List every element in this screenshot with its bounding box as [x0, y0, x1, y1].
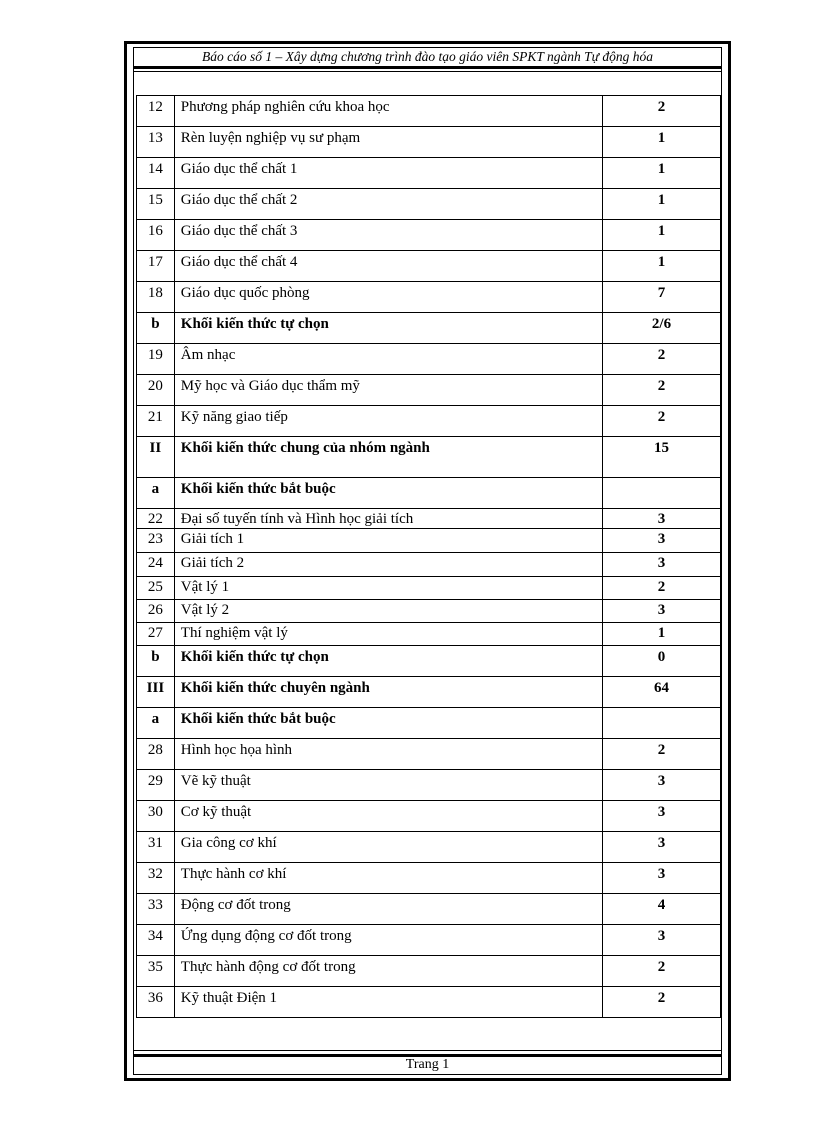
- table-row: [137, 437, 721, 478]
- row-number: 14: [137, 158, 175, 189]
- course-name: Khối kiến thức tự chọn: [174, 646, 602, 677]
- course-name: Giáo dục thể chất 3: [174, 220, 602, 251]
- row-number: 34: [137, 925, 175, 956]
- row-number: 27: [137, 623, 175, 646]
- credit-count: 2: [602, 956, 720, 987]
- credit-count: 2: [602, 739, 720, 770]
- row-number: b: [137, 313, 175, 344]
- row-number: 30: [137, 801, 175, 832]
- course-name: Khối kiến thức bắt buộc: [174, 708, 602, 739]
- table-row: [137, 344, 721, 375]
- table-row: [137, 677, 721, 708]
- credit-count: 2: [602, 344, 720, 375]
- course-name: Kỹ thuật Điện 1: [174, 987, 602, 1018]
- row-number: 33: [137, 894, 175, 925]
- table-row: [137, 220, 721, 251]
- credit-count: 3: [602, 529, 720, 553]
- header-rule-thick: [133, 66, 722, 69]
- course-name: Gia công cơ khí: [174, 832, 602, 863]
- row-number: 19: [137, 344, 175, 375]
- credit-count: 3: [602, 801, 720, 832]
- header-rule-thin: [133, 71, 722, 72]
- course-name: Đại số tuyến tính và Hình học giải tích: [174, 509, 602, 529]
- table-row: [137, 623, 721, 646]
- credit-count: 0: [602, 646, 720, 677]
- table-row: [137, 987, 721, 1018]
- course-name: Giải tích 2: [174, 553, 602, 577]
- credit-count: 1: [602, 127, 720, 158]
- credit-count: [602, 708, 720, 739]
- course-name: Kỹ năng giao tiếp: [174, 406, 602, 437]
- table-row: [137, 127, 721, 158]
- row-number: 18: [137, 282, 175, 313]
- credit-count: 2: [602, 96, 720, 127]
- course-name: Vật lý 1: [174, 577, 602, 600]
- table-row: [137, 375, 721, 406]
- table-row: [137, 282, 721, 313]
- row-number: 13: [137, 127, 175, 158]
- course-name: Giáo dục thể chất 2: [174, 189, 602, 220]
- course-name: Vẽ kỹ thuật: [174, 770, 602, 801]
- row-number: a: [137, 708, 175, 739]
- table-row: [137, 189, 721, 220]
- credit-count: [602, 478, 720, 509]
- course-name: Giáo dục thể chất 4: [174, 251, 602, 282]
- credit-count: 2: [602, 577, 720, 600]
- row-number: 29: [137, 770, 175, 801]
- table-row: [137, 832, 721, 863]
- row-number: 20: [137, 375, 175, 406]
- table-row: [137, 925, 721, 956]
- table-row: [137, 529, 721, 553]
- row-number: 28: [137, 739, 175, 770]
- table-row: [137, 478, 721, 509]
- credit-count: 3: [602, 925, 720, 956]
- table-row: [137, 708, 721, 739]
- course-name: Động cơ đốt trong: [174, 894, 602, 925]
- table-row: [137, 553, 721, 577]
- course-table-body: [137, 96, 721, 1018]
- row-number: 23: [137, 529, 175, 553]
- course-name: Cơ kỹ thuật: [174, 801, 602, 832]
- course-name: Vật lý 2: [174, 600, 602, 623]
- course-name: Âm nhạc: [174, 344, 602, 375]
- row-number: a: [137, 478, 175, 509]
- course-name: Hình học họa hình: [174, 739, 602, 770]
- row-number: 12: [137, 96, 175, 127]
- credit-count: 7: [602, 282, 720, 313]
- credit-count: 1: [602, 623, 720, 646]
- table-row: [137, 739, 721, 770]
- course-name: Phương pháp nghiên cứu khoa học: [174, 96, 602, 127]
- course-name: Giải tích 1: [174, 529, 602, 553]
- course-name: Khối kiến thức chung của nhóm ngành: [174, 437, 602, 478]
- table-row: [137, 251, 721, 282]
- row-number: 16: [137, 220, 175, 251]
- row-number: II: [137, 437, 175, 478]
- credit-count: 1: [602, 158, 720, 189]
- row-number: 31: [137, 832, 175, 863]
- table-row: [137, 600, 721, 623]
- credit-count: 3: [602, 553, 720, 577]
- credit-count: 1: [602, 189, 720, 220]
- course-name: Giáo dục quốc phòng: [174, 282, 602, 313]
- table-row: [137, 313, 721, 344]
- row-number: b: [137, 646, 175, 677]
- row-number: 24: [137, 553, 175, 577]
- credit-count: 4: [602, 894, 720, 925]
- course-name: Khối kiến thức tự chọn: [174, 313, 602, 344]
- credit-count: 3: [602, 832, 720, 863]
- table-row: [137, 577, 721, 600]
- course-name: Thực hành cơ khí: [174, 863, 602, 894]
- footer-rule-thin: [133, 1050, 722, 1051]
- table-row: [137, 646, 721, 677]
- course-name: Giáo dục thể chất 1: [174, 158, 602, 189]
- course-name: Mỹ học và Giáo dục thẩm mỹ: [174, 375, 602, 406]
- credit-count: 1: [602, 251, 720, 282]
- row-number: 25: [137, 577, 175, 600]
- table-row: [137, 96, 721, 127]
- credit-count: 1: [602, 220, 720, 251]
- credit-count: 3: [602, 600, 720, 623]
- table-row: [137, 956, 721, 987]
- table-row: [137, 801, 721, 832]
- course-name: Khối kiến thức chuyên ngành: [174, 677, 602, 708]
- row-number: 26: [137, 600, 175, 623]
- row-number: 36: [137, 987, 175, 1018]
- credit-count: 2: [602, 987, 720, 1018]
- credit-count: 3: [602, 509, 720, 529]
- table-row: [137, 770, 721, 801]
- table-row: [137, 509, 721, 529]
- credit-count: 2: [602, 375, 720, 406]
- credit-count: 3: [602, 863, 720, 894]
- row-number: 17: [137, 251, 175, 282]
- table-row: [137, 894, 721, 925]
- row-number: 32: [137, 863, 175, 894]
- credit-count: 64: [602, 677, 720, 708]
- row-number: 21: [137, 406, 175, 437]
- credit-count: 2/6: [602, 313, 720, 344]
- page-footer-number: Trang 1: [405, 1057, 450, 1072]
- row-number: 35: [137, 956, 175, 987]
- course-name: Ứng dụng động cơ đốt trong: [174, 925, 602, 956]
- table-row: [137, 863, 721, 894]
- table-row: [137, 406, 721, 437]
- row-number: 22: [137, 509, 175, 529]
- row-number: 15: [137, 189, 175, 220]
- row-number: III: [137, 677, 175, 708]
- course-table: [136, 95, 721, 1018]
- page-header-title: Báo cáo số 1 – Xây dựng chương trình đào tạo giáo viên SPKT ngành Tự động hóa: [202, 49, 653, 64]
- table-row: [137, 158, 721, 189]
- course-name: Khối kiến thức bắt buộc: [174, 478, 602, 509]
- credit-count: 15: [602, 437, 720, 478]
- course-name: Rèn luyện nghiệp vụ sư phạm: [174, 127, 602, 158]
- credit-count: 3: [602, 770, 720, 801]
- course-name: Thực hành động cơ đốt trong: [174, 956, 602, 987]
- course-name: Thí nghiệm vật lý: [174, 623, 602, 646]
- credit-count: 2: [602, 406, 720, 437]
